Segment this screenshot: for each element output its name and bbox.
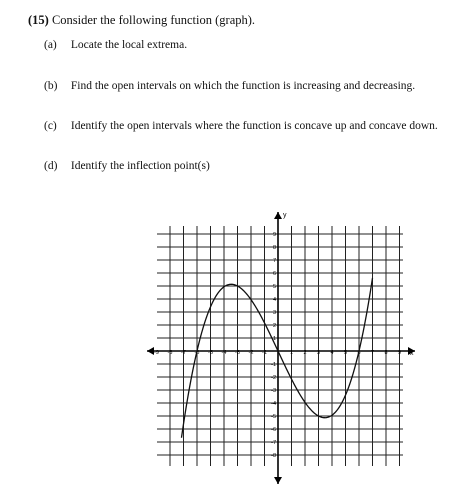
y-tick-label: -1 [271,362,276,368]
y-tick-label: 1 [272,336,276,342]
x-tick-label: 1 [289,350,294,356]
x-tick-label: -1 [262,350,267,356]
y-tick-label: 9 [272,232,276,238]
x-tick-label: -8 [167,350,173,356]
y-tick-label: -2 [271,375,276,381]
y-tick-label: 2 [272,323,276,329]
x-axis-label: x [410,350,414,357]
part-b [44,80,415,92]
x-tick-label: 4 [330,350,334,356]
problem-heading [28,13,255,28]
part-d [44,160,210,172]
y-axis-top-arrow [274,212,282,219]
part-c [44,120,438,132]
part-c-text: Identify the open intervals where the function is concave up and concave down. [70,120,438,132]
y-tick-label: 5 [272,284,276,290]
x-tick-label: -7 [181,350,186,356]
y-axis-label: y [283,212,287,219]
y-tick-label: 7 [272,258,276,264]
function-graph [145,208,420,488]
x-tick-label: -5 [208,350,213,356]
x-tick-label: 9 [397,350,402,356]
part-c-label: (c) [44,120,57,132]
part-b-text: Find the open intervals on which the function is increasing and decreasing. [70,80,416,92]
y-tick-label: 8 [272,245,276,251]
x-tick-label: 2 [303,350,307,356]
x-axis-left-arrow [147,347,154,355]
y-tick-label: -3 [271,388,276,394]
y-tick-label: 4 [272,297,276,303]
y-tick-label: 6 [272,271,276,277]
y-axis-bottom-arrow [274,477,282,484]
x-tick-label: -3 [235,350,240,356]
y-tick-label: -5 [271,414,276,420]
y-tick-label: -6 [271,427,276,433]
x-tick-label: -4 [221,350,227,356]
part-d-label: (d) [44,160,58,172]
part-d-text: Identify the inflection point(s) [70,160,210,172]
x-tick-label: -9 [154,350,159,356]
problem-number: (15) [28,13,49,27]
x-tick-label: 3 [316,350,321,356]
part-a [44,39,187,51]
y-tick-label: -7 [271,440,276,446]
part-a-text: Locate the local extrema. [70,39,188,51]
part-b-label: (b) [44,80,58,92]
y-tick-label: 3 [272,310,276,316]
x-tick-label: -2 [248,350,254,356]
problem-prompt: Consider the following function (graph). [51,13,256,27]
x-tick-label: 8 [384,350,388,356]
part-a-label: (a) [44,39,57,51]
x-tick-label: 5 [343,350,348,356]
x-tick-label: -6 [194,350,200,356]
y-tick-label: -4 [271,401,276,407]
x-tick-label: 7 [370,350,375,356]
y-tick-label: -8 [271,453,276,459]
x-tick-label: 6 [357,350,361,356]
